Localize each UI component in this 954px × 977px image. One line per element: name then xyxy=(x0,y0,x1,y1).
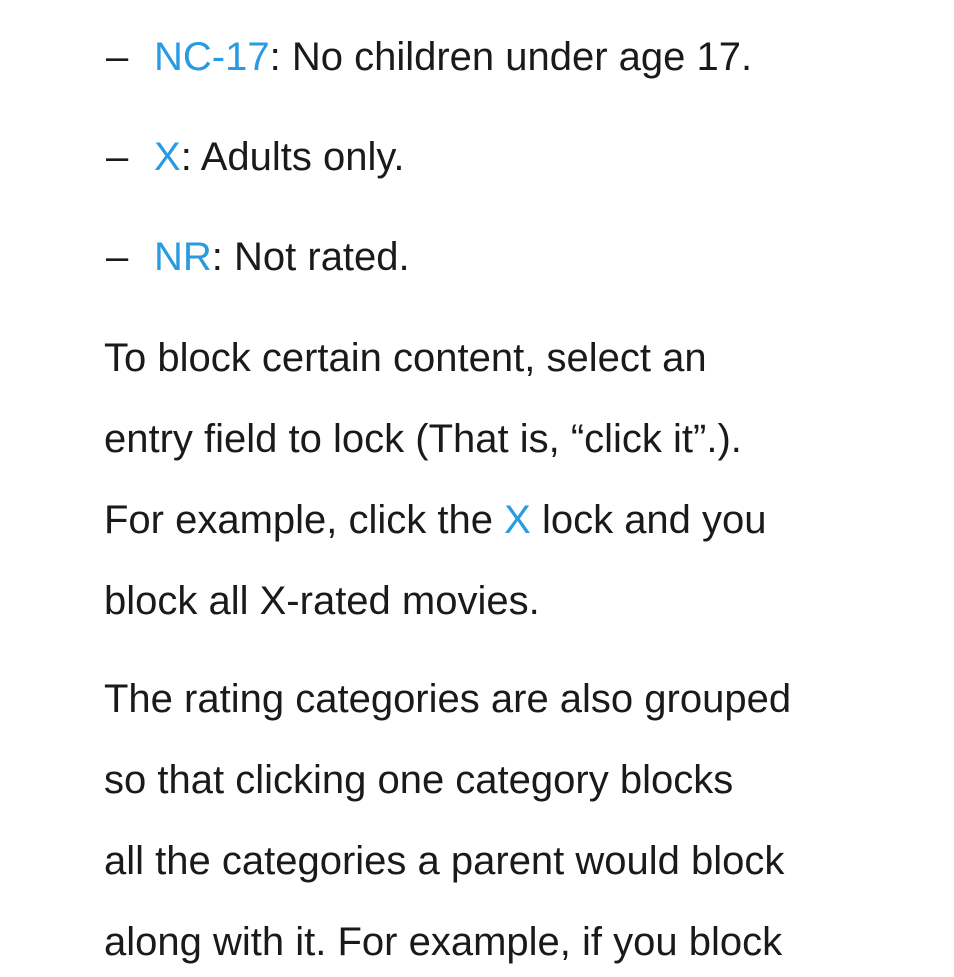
paragraph-line: so that clicking one category blocks xyxy=(104,758,734,802)
rating-term: NC-17 xyxy=(154,35,270,79)
rating-term: NR xyxy=(154,235,212,279)
rating-item-nr xyxy=(106,233,410,281)
bullet-dash: – xyxy=(106,235,129,279)
rating-item-nc17 xyxy=(106,33,752,81)
paragraph-line: entry field to lock (That is, “click it”.). xyxy=(104,417,742,461)
bullet-dash: – xyxy=(106,35,129,79)
rating-description: : Adults only. xyxy=(180,135,405,179)
rating-description: : No children under age 17. xyxy=(269,35,753,79)
bullet-dash: – xyxy=(106,135,129,179)
paragraph-line: along with it. For example, if you block xyxy=(104,920,783,964)
paragraph-line: all the categories a parent would block xyxy=(104,839,785,883)
paragraph-text: For example, click the xyxy=(104,498,505,542)
paragraph-line xyxy=(104,480,934,561)
rating-item-x xyxy=(106,133,405,181)
rating-description: : Not rated. xyxy=(211,235,410,279)
paragraph-text: lock and you xyxy=(530,498,767,542)
highlighted-term: X xyxy=(504,498,531,542)
rating-term: X xyxy=(154,135,181,179)
paragraph-line: The rating categories are also grouped xyxy=(104,677,792,721)
block-content-paragraph xyxy=(104,318,934,642)
paragraph-line: block all X-rated movies. xyxy=(104,579,540,623)
rating-groups-paragraph xyxy=(104,659,934,977)
paragraph-line: To block certain content, select an xyxy=(104,336,707,380)
